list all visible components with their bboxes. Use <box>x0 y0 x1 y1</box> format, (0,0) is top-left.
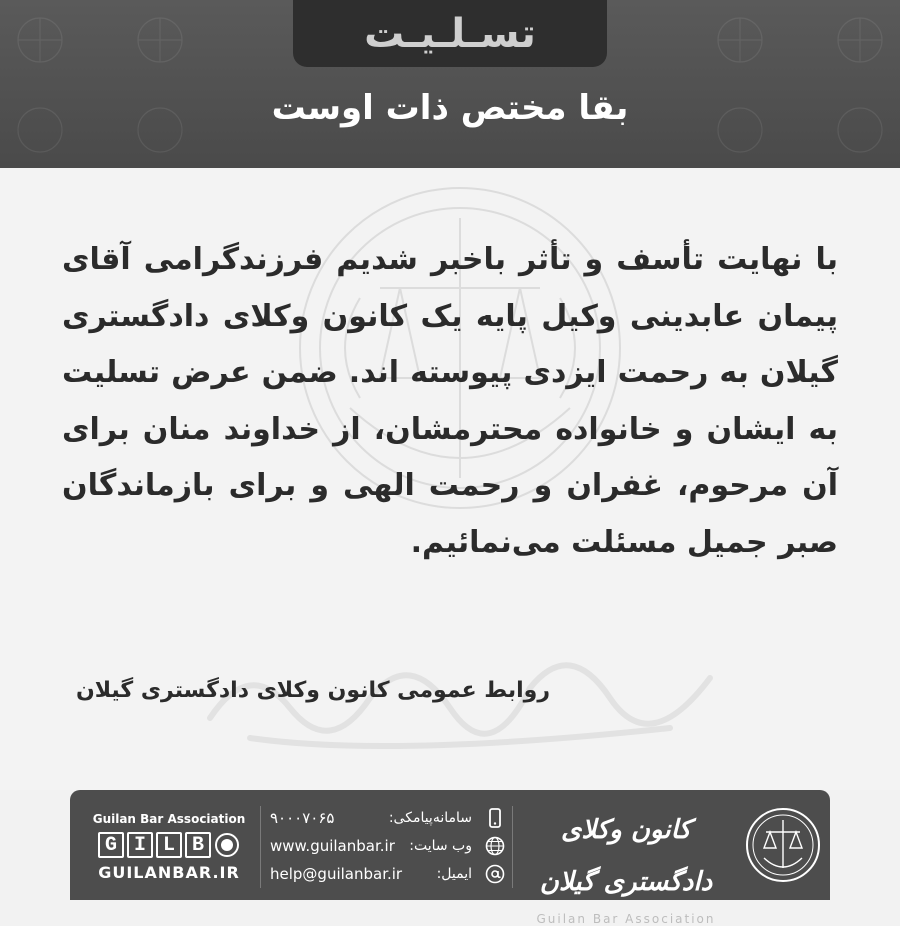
sms-label: سامانه‌پیامکی: <box>388 810 472 826</box>
page-title: تسـلـیـت <box>364 10 536 57</box>
footer-divider <box>512 806 513 888</box>
contact-sms <box>270 804 506 832</box>
association-name-en: Guilan Bar Association <box>92 812 246 826</box>
footer-divider <box>260 806 261 888</box>
email-label: ایمیل: <box>436 866 472 882</box>
sms-number: ۹۰۰۰۷۰۶۵ <box>270 809 335 827</box>
contact-list <box>270 804 506 888</box>
site-caps: GUILANBAR.IR <box>98 863 240 882</box>
mobile-icon <box>484 807 506 829</box>
logo-text-fa: کانون وکلای دادگستری گیلان <box>539 815 713 897</box>
page-subtitle: بقا مختص ذات اوست <box>271 88 629 128</box>
globe-icon <box>484 835 506 857</box>
footer-brand <box>84 812 254 882</box>
signature: روابط عمومی کانون وکلای دادگستری گیلان <box>75 678 550 703</box>
website-link[interactable]: www.guilanbar.ir <box>270 837 395 855</box>
footer-logo-text <box>518 804 734 926</box>
footer <box>70 790 830 926</box>
contact-email[interactable] <box>270 860 506 888</box>
website-label: وب سایت: <box>409 838 472 854</box>
contact-web[interactable] <box>270 832 506 860</box>
bar-association-seal-icon <box>744 806 822 884</box>
mini-seal-icon <box>214 832 240 858</box>
acronym-letter: G <box>98 832 124 858</box>
logo-text-en: Guilan Bar Association <box>536 912 716 926</box>
acronym-letter: B <box>185 832 211 858</box>
acronym-letter: L <box>156 832 182 858</box>
header-banner <box>0 0 900 168</box>
at-sign-icon <box>484 863 506 885</box>
acronym-letter: I <box>127 832 153 858</box>
email-link[interactable]: help@guilanbar.ir <box>270 865 403 883</box>
acronym-badge <box>84 832 254 858</box>
condolence-message: با نهایت تأسف و تأثر باخبر شدیم فرزندگرامی آقای پیمان عابدینی وکیل پایه یک کانون وکلای دادگستری گیلان به رحمت ایزدی پیوسته اند. ضمن عرض تسلیت به ایشان و خانواده محترمشان، از خداوند منان برای آن مرحوم، غفران و رحمت الهی و برای بازماندگان صبر جمیل مسئلت می‌نمائیم. <box>62 242 838 560</box>
message-area <box>0 168 900 790</box>
title-tab <box>293 0 607 67</box>
